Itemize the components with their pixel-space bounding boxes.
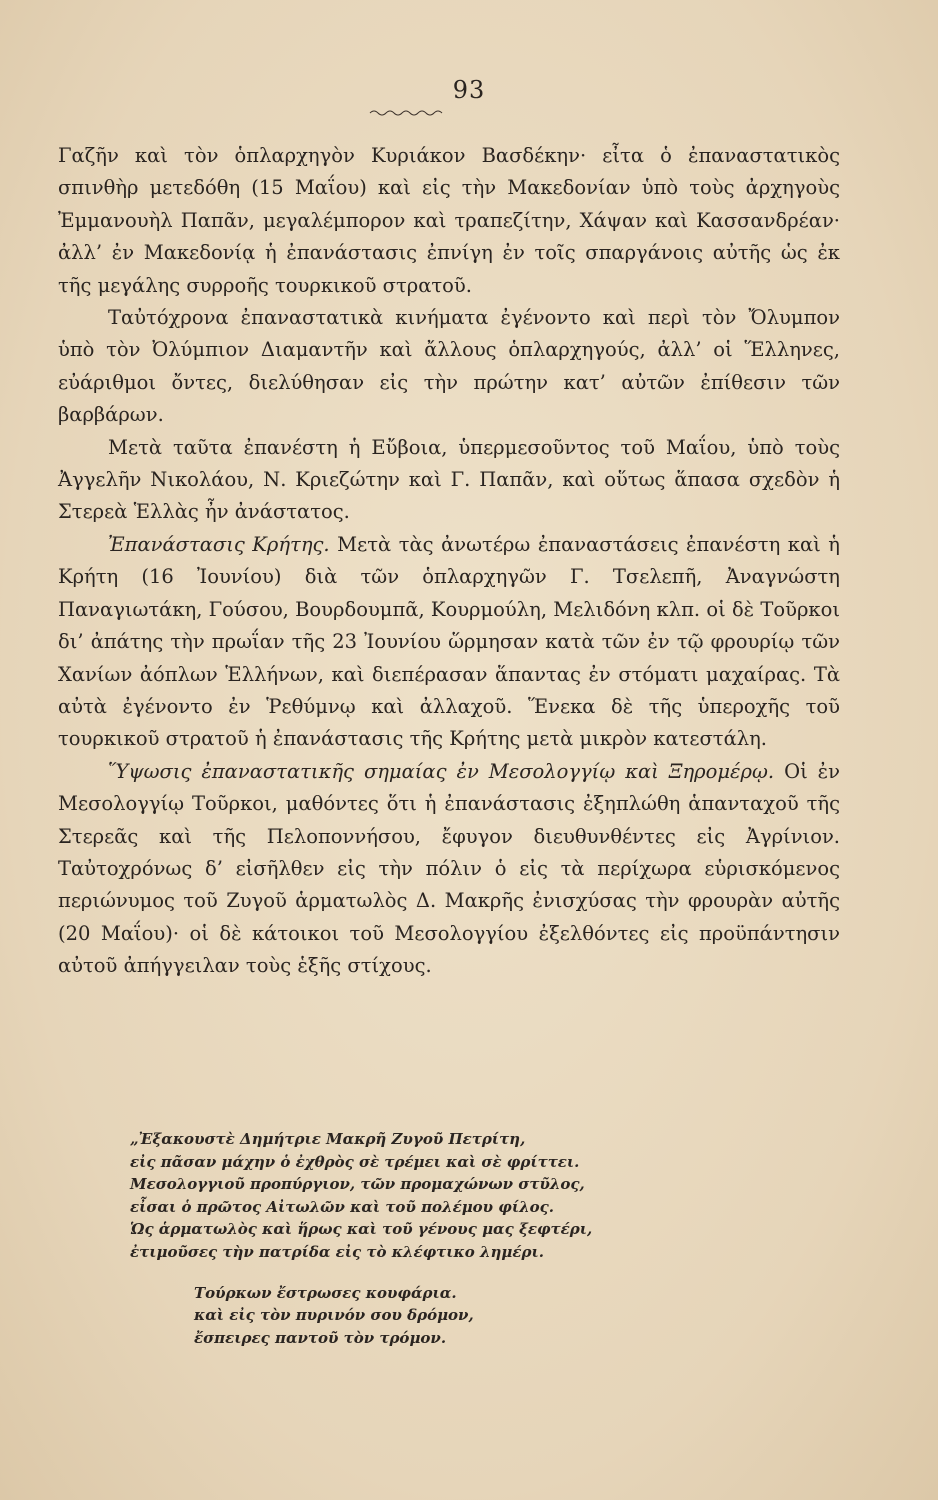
poem-line: Ὡς ἁρματωλὸς καὶ ἥρως καὶ τοῦ γένους μας ξεφτέρι,	[130, 1220, 593, 1239]
poem-line: Τούρκων ἔστρωσες κουφάρια.	[194, 1283, 457, 1302]
paragraph-mesolongi	[58, 756, 840, 983]
paragraph-text: Μετὰ τὰς ἀνωτέρω ἐπαναστάσεις ἐπανέστη καὶ ἡ Κρήτη (16 Ἰουνίου) διὰ τῶν ὁπλαρχηγῶν Γ. Τσελεπῆ, Ἀναγνώστη Παναγιωτάκη, Γούσου, Βουρδουμπᾶ, Κουρμούλη, Μελιδόνη κλπ. οἱ δὲ Τοῦρκοι δι’ ἀπάτης τὴν πρωΐαν τῆς 23 Ἰουνίου ὥρμησαν κατὰ τῶν ἐν τῷ φρουρίῳ τῶν Χανίων ἀόπλων Ἑλλήνων, καὶ διεπέρασαν ἅπαντας ἐν στόματι μαχαίρας. Τὰ αὐτὰ ἐγένοντο ἐν Ῥεθύμνῳ καὶ ἀλλαχοῦ. Ἕνεκα δὲ τῆς ὑπεροχῆς τοῦ τουρκικοῦ στρατοῦ ἡ ἐπανάστασις τῆς Κρήτης μετὰ μικρὸν κατεστάλη.	[58, 532, 840, 751]
paragraph-text: Μετὰ ταῦτα ἐπανέστη ἡ Εὔβοια, ὑπερμεσοῦντος τοῦ Μαΐου, ὑπὸ τοὺς Ἀγγελῆν Νικολάου, Ν. Κριεζώτην καὶ Γ. Παπᾶν, καὶ οὕτως ἅπασα σχεδὸν ἡ Στερεὰ Ἑλλὰς ἦν ἀνάστατος.	[58, 435, 840, 524]
page-number: 93	[452, 76, 486, 104]
poem-stanza-1	[130, 1128, 830, 1264]
paragraph-1	[58, 140, 840, 302]
poem-line: Μεσολογγιοῦ προπύργιον, τῶν προμαχώνων στῦλος,	[130, 1175, 585, 1194]
poem-line: „Ἐξακουστὲ Δημήτριε Μακρῆ Ζυγοῦ Πετρίτη,	[130, 1130, 526, 1148]
poem	[130, 1128, 830, 1349]
poem-stanza-2	[130, 1282, 830, 1350]
poem-line: εἶσαι ὁ πρῶτος Αἰτωλῶν καὶ τοῦ πολέμου φίλος.	[130, 1197, 555, 1216]
section-heading-mesolongi: Ὕψωσις ἐπαναστατικῆς σημαίας ἐν Μεσολογγίῳ καὶ Ξηρομέρῳ.	[108, 759, 775, 783]
paragraph-text: Γαζῆν καὶ τὸν ὁπλαρχηγὸν Κυριάκον Βασδέκην· εἶτα ὁ ἐπαναστατικὸς σπινθὴρ μετεδόθη (15 Μαΐου) καὶ εἰς τὴν Μακεδονίαν ὑπὸ τοὺς ἀρχηγοὺς Ἐμμανουὴλ Παπᾶν, μεγαλέμπορον καὶ τραπεζίτην, Χάψαν καὶ Κασσανδρέαν· ἀλλ’ ἐν Μακεδονίᾳ ἡ ἐπανάστασις ἐπνίγη ἐν τοῖς σπαργάνοις αὐτῆς ὡς ἐκ τῆς μεγάλης συρροῆς τουρκικοῦ στρατοῦ.	[58, 144, 840, 297]
poem-line: καὶ εἰς τὸν πυρινόν σου δρόμον,	[194, 1306, 474, 1325]
ornament-divider-icon	[368, 108, 444, 118]
poem-line: ἔσπειρες παντοῦ τὸν τρόμον.	[194, 1328, 447, 1347]
body-text	[58, 140, 840, 983]
paragraph-2	[58, 302, 840, 432]
section-heading-crete: Ἐπανάστασις Κρήτης.	[108, 532, 330, 556]
poem-line: ἐτιμοῦσες τὴν πατρίδα εἰς τὸ κλέφτικο λημέρι.	[130, 1242, 544, 1261]
poem-line: εἰς πᾶσαν μάχην ὁ ἐχθρὸς σὲ τρέμει καὶ σὲ φρίττει.	[130, 1152, 580, 1171]
paragraph-crete	[58, 529, 840, 756]
paragraph-text: Οἱ ἐν Μεσολογγίῳ Τοῦρκοι, μαθόντες ὅτι ἡ ἐπανάστασις ἐξηπλώθη ἁπανταχοῦ τῆς Στερεᾶς καὶ τῆς Πελοποννήσου, ἔφυγον διευθυνθέντες εἰς Ἀγρίνιον. Ταὐτοχρόνως δ’ εἰσῆλθεν εἰς τὴν πόλιν ὁ εἰς τὰ περίχωρα εὑρισκόμενος περιώνυμος τοῦ Ζυγοῦ ἁρματωλὸς Δ. Μακρῆς ἐνισχύσας τὴν φρουρὰν αὐτῆς (20 Μαΐου)· οἱ δὲ κάτοικοι τοῦ Μεσολογγίου ἐξελθόντες εἰς προϋπάντησιν αὐτοῦ ἀπήγγειλαν τοὺς ἑξῆς στίχους.	[58, 759, 841, 978]
paragraph-3	[58, 432, 840, 529]
paragraph-text: Ταὐτόχρονα ἐπαναστατικὰ κινήματα ἐγένοντο καὶ περὶ τὸν Ὄλυμπον ὑπὸ τὸν Ὀλύμπιον Διαμαντῆν καὶ ἄλλους ὁπλαρχηγούς, ἀλλ’ οἱ Ἕλληνες, εὐάριθμοι ὄντες, διελύθησαν εἰς τὴν πρώτην κατ’ αὐτῶν ἐπίθεσιν τῶν βαρβάρων.	[58, 306, 840, 427]
